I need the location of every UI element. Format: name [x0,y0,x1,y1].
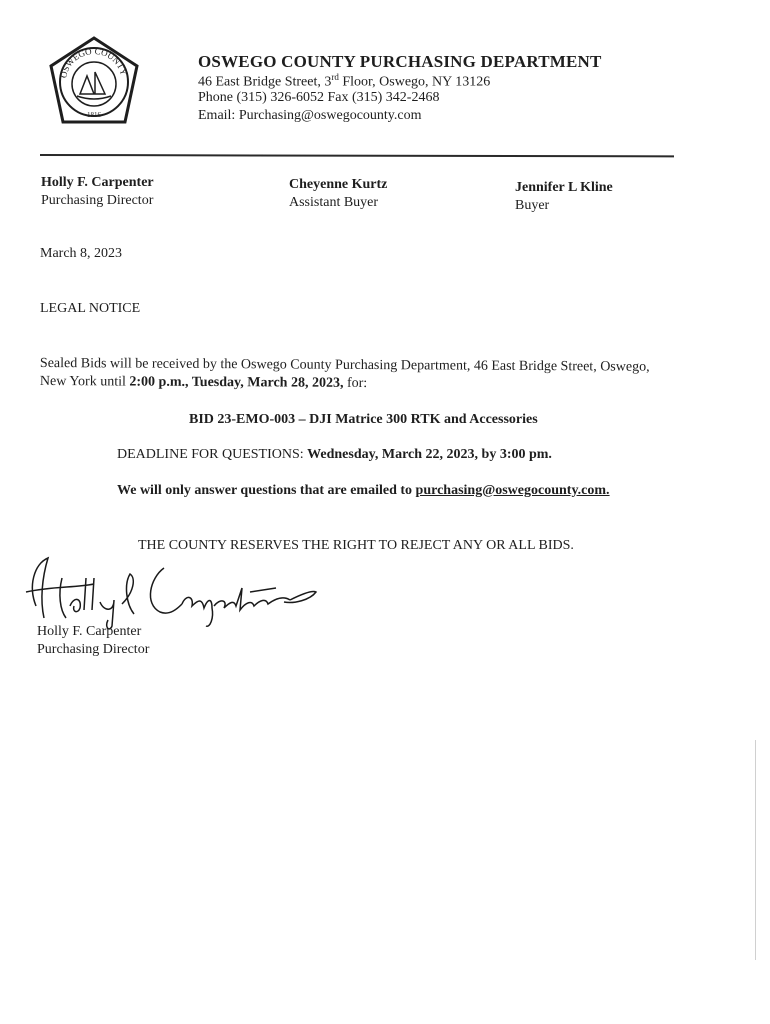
staff-name-assistant-buyer: Cheyenne Kurtz [289,177,388,192]
handwritten-signature [14,548,324,630]
seal-text: OSWEGO COUNTY [58,45,130,79]
notice-date: March 8, 2023 [40,246,123,261]
county-seal-logo [47,36,141,128]
org-phone-fax: Phone (315) 326-6052 Fax (315) 342-2468 [198,90,440,105]
reserve-right-statement: THE COUNTY RESERVES THE RIGHT TO REJECT ANY OR ALL BIDS. [138,538,574,553]
staff-name-director: Holly F. Carpenter [41,175,154,190]
notice-paragraph-line-1: Sealed Bids will be received by the Oswego County Purchasing Department, 46 East Bridge Street, Oswego, [39,356,650,375]
org-address: 46 East Bridge Street, 3rd Floor, Oswego, NY 13126 [198,72,491,90]
signer-title: Purchasing Director [37,642,150,657]
org-email: Email: Purchasing@oswegocounty.com [198,108,422,123]
staff-title-buyer: Buyer [515,198,550,213]
bid-title: BID 23-EMO-003 – DJI Matrice 300 RTK and Accessories [189,412,538,427]
notice-paragraph-line-2: New York until 2:00 p.m., Tuesday, March 28, 2023, for: [39,374,368,391]
header-divider [40,154,674,157]
seal-year: 1816 [87,111,101,119]
org-name: OSWEGO COUNTY PURCHASING DEPARTMENT [198,52,602,71]
signature-text: Holly F. Carpenter [14,548,22,549]
questions-notice: We will only answer questions that are emailed to purchasing@oswegocounty.com. [117,483,610,498]
staff-title-director: Purchasing Director [41,193,154,208]
staff-title-assistant-buyer: Assistant Buyer [289,195,379,210]
scan-edge-line [755,740,756,960]
notice-heading: LEGAL NOTICE [40,301,141,316]
questions-deadline: DEADLINE FOR QUESTIONS: Wednesday, March 22, 2023, by 3:00 pm. [117,447,552,462]
staff-name-buyer: Jennifer L Kline [515,180,613,195]
purchasing-email-link[interactable]: purchasing@oswegocounty.com. [415,483,610,498]
signer-name: Holly F. Carpenter [37,624,142,639]
